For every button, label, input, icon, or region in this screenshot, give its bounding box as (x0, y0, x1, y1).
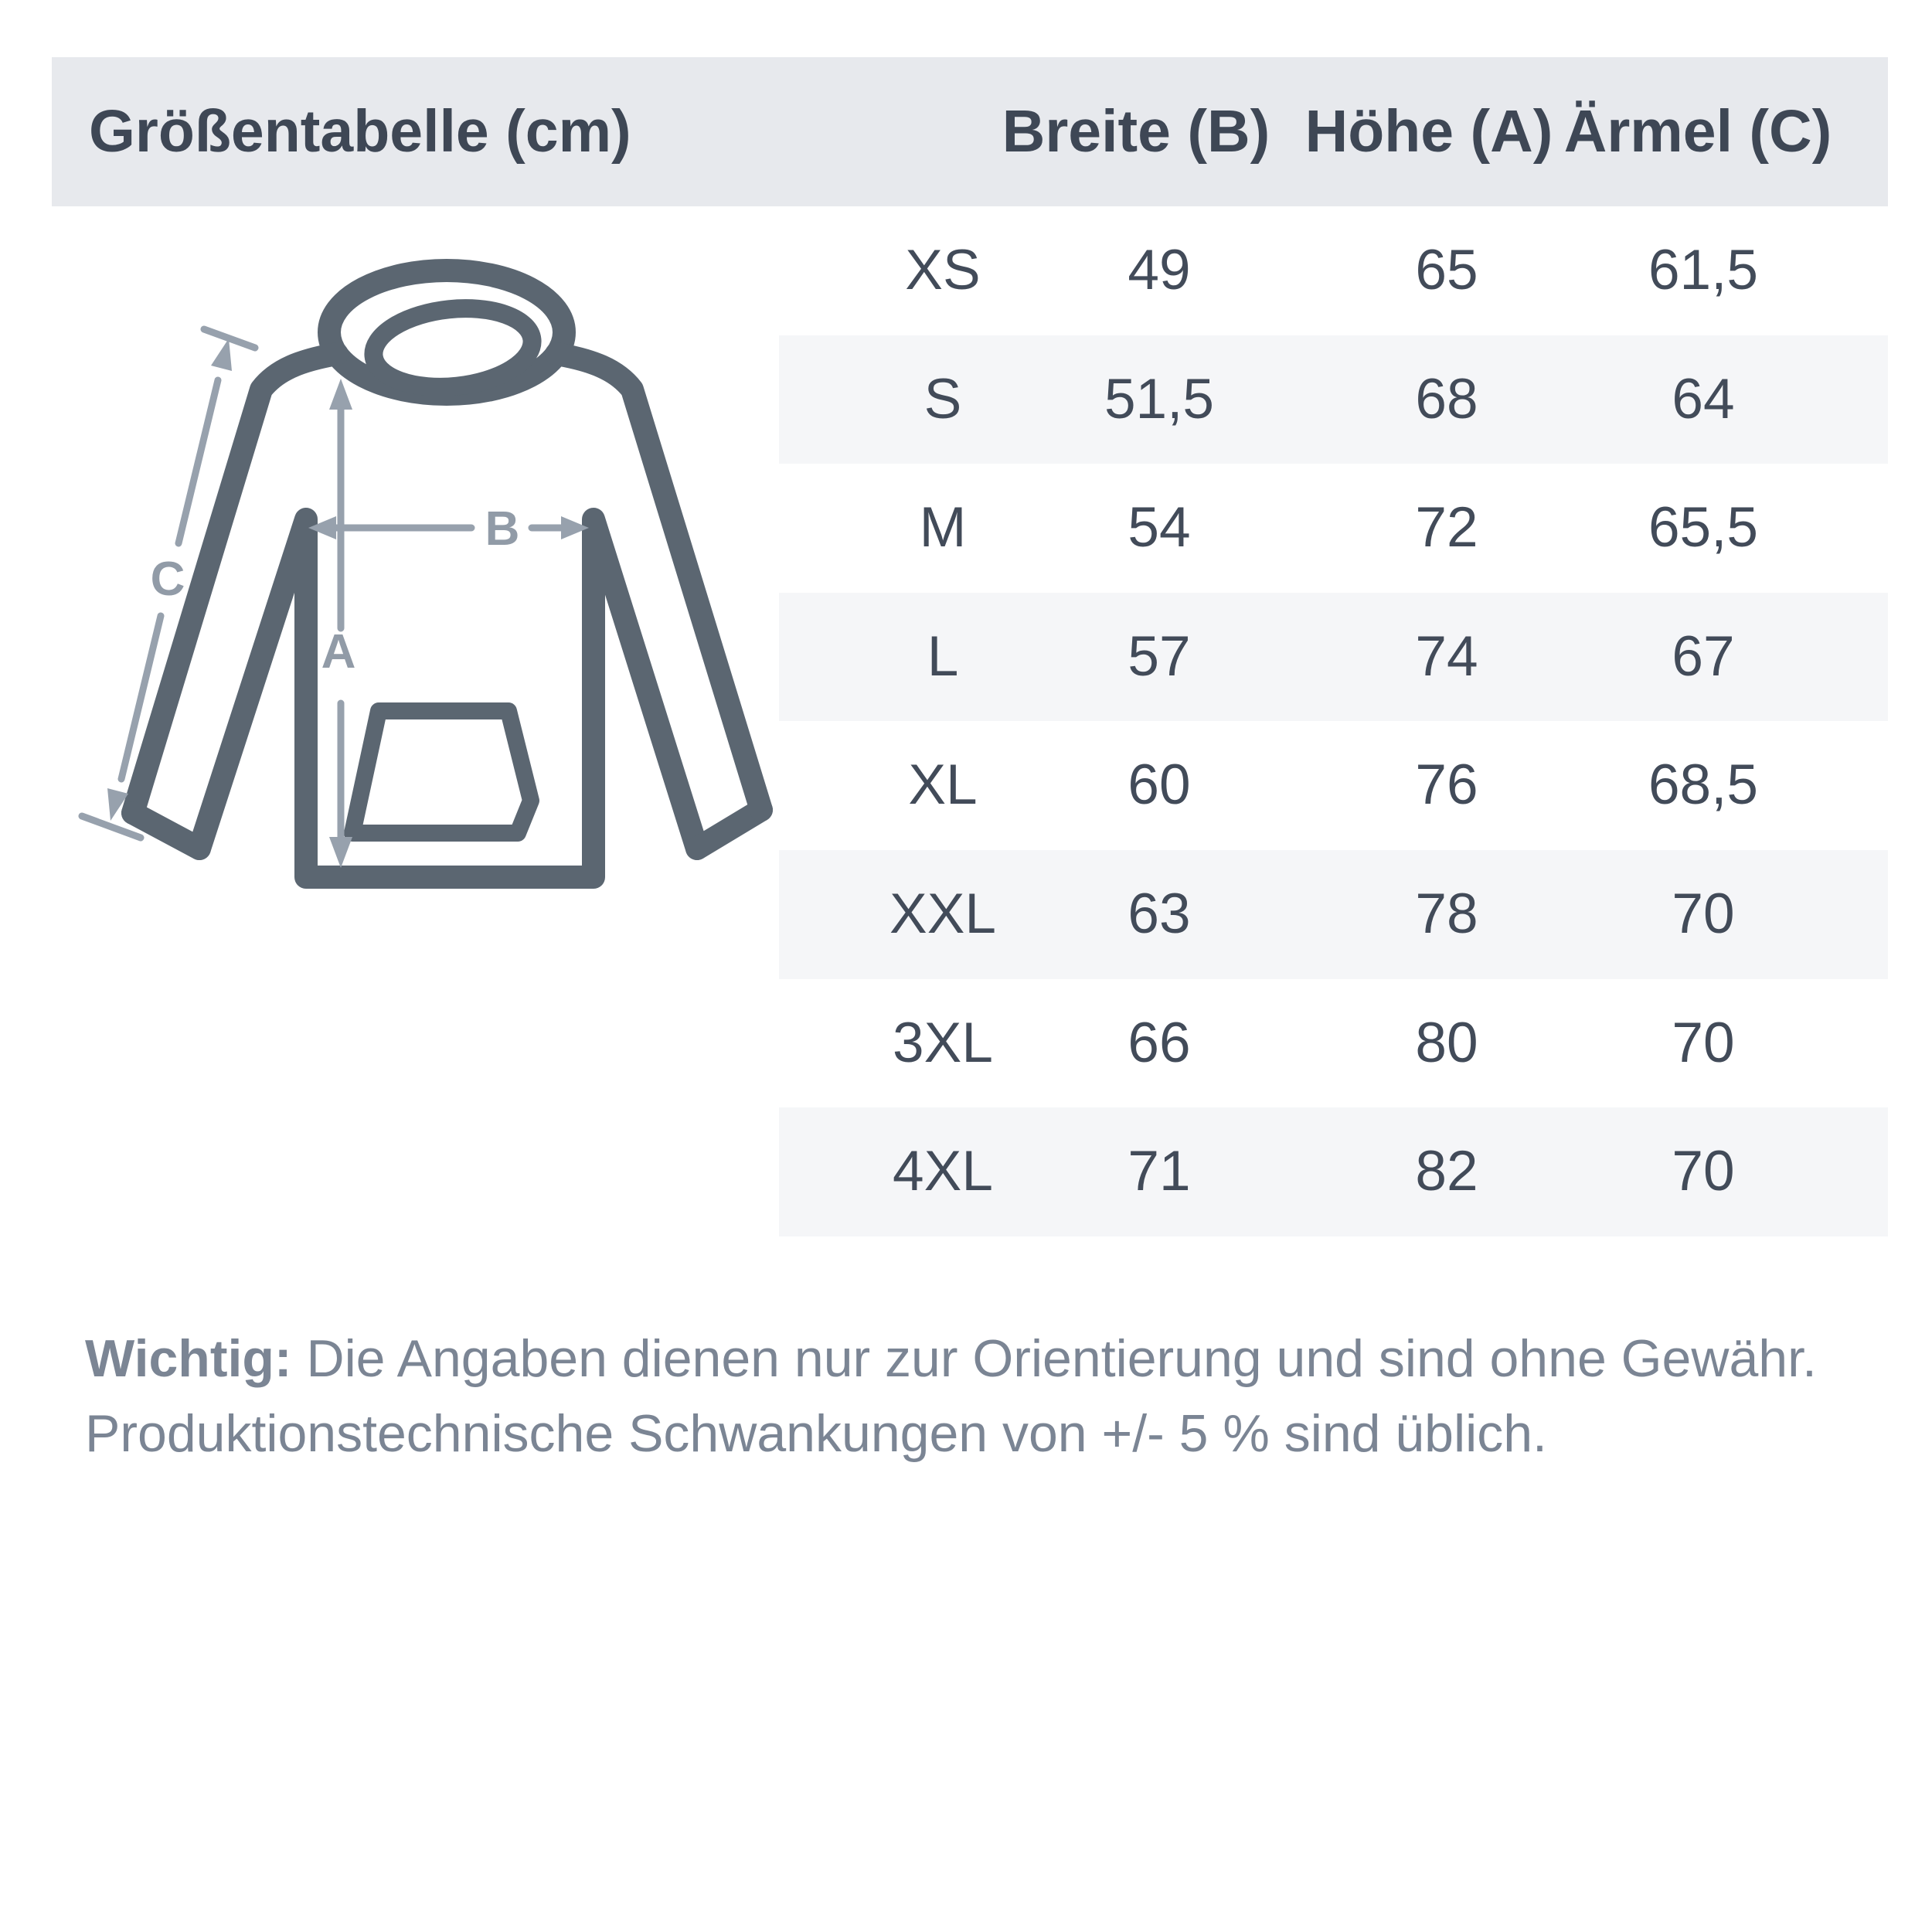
table-row-xxl (779, 850, 1888, 979)
hoehe-value: 78 (1415, 882, 1478, 945)
aermel-value: 61,5 (1648, 239, 1759, 301)
footer-bold-label: Wichtig: (85, 1329, 292, 1388)
measure-b-arrow (308, 502, 589, 556)
hoehe-value: 82 (1415, 1140, 1478, 1203)
breite-value: 57 (1128, 624, 1191, 688)
column-header-aermel: Ärmel (C) (1563, 98, 1832, 165)
breite-value: 51,5 (1104, 367, 1215, 430)
aermel-value: 70 (1672, 1140, 1735, 1203)
measure-a-arrow (321, 379, 356, 868)
kangaroo-pocket (352, 711, 531, 833)
footer-line1: Die Angaben dienen nur zur Orientierung und sind ohne Gewähr. (291, 1329, 1817, 1388)
size-label: 3XL (893, 1011, 993, 1074)
size-label: XXL (889, 882, 996, 945)
size-label: 4XL (893, 1140, 993, 1203)
measure-b-label: B (485, 502, 520, 556)
hoodie-measurement-diagram (70, 216, 804, 904)
size-label: XL (908, 753, 978, 817)
hoehe-value: 72 (1415, 496, 1478, 560)
hoehe-value: 80 (1415, 1011, 1478, 1074)
footer-note (85, 1321, 1886, 1471)
table-row-m (779, 464, 1888, 593)
size-label: M (919, 496, 967, 560)
table-header-band (52, 57, 1888, 206)
hoehe-value: 76 (1415, 753, 1478, 817)
size-table (779, 206, 1888, 1236)
breite-value: 71 (1128, 1140, 1191, 1203)
column-header-breite: Breite (B) (1002, 98, 1270, 165)
table-row-4xl (779, 1107, 1888, 1236)
breite-value: 60 (1128, 753, 1191, 817)
measure-c-label: C (150, 553, 185, 606)
footer-line2: Produktionstechnische Schwankungen von +/- 5 % sind üblich. (85, 1404, 1547, 1463)
table-row-xs (779, 206, 1888, 335)
size-label: XS (905, 239, 981, 301)
hoehe-value: 65 (1415, 239, 1478, 301)
hoehe-value: 68 (1415, 367, 1478, 430)
breite-value: 66 (1128, 1011, 1191, 1074)
hoehe-value: 74 (1415, 624, 1478, 688)
size-label: S (923, 367, 962, 430)
table-row-s (779, 335, 1888, 464)
aermel-value: 64 (1672, 367, 1735, 430)
table-row-xl (779, 721, 1888, 850)
body-and-inner-sleeves (199, 519, 697, 877)
column-header-hoehe: Höhe (A) (1304, 98, 1553, 165)
size-label: L (927, 624, 959, 688)
aermel-value: 70 (1672, 882, 1735, 945)
breite-value: 63 (1128, 882, 1191, 945)
aermel-value: 67 (1672, 624, 1735, 688)
breite-value: 54 (1128, 496, 1191, 560)
table-row-3xl (779, 979, 1888, 1108)
table-row-l (779, 593, 1888, 722)
aermel-value: 65,5 (1648, 496, 1759, 560)
aermel-value: 70 (1672, 1011, 1735, 1074)
aermel-value: 68,5 (1648, 753, 1759, 817)
page-title: Größentabelle (cm) (89, 98, 631, 165)
measure-a-label: A (321, 625, 356, 679)
breite-value: 49 (1128, 239, 1191, 301)
